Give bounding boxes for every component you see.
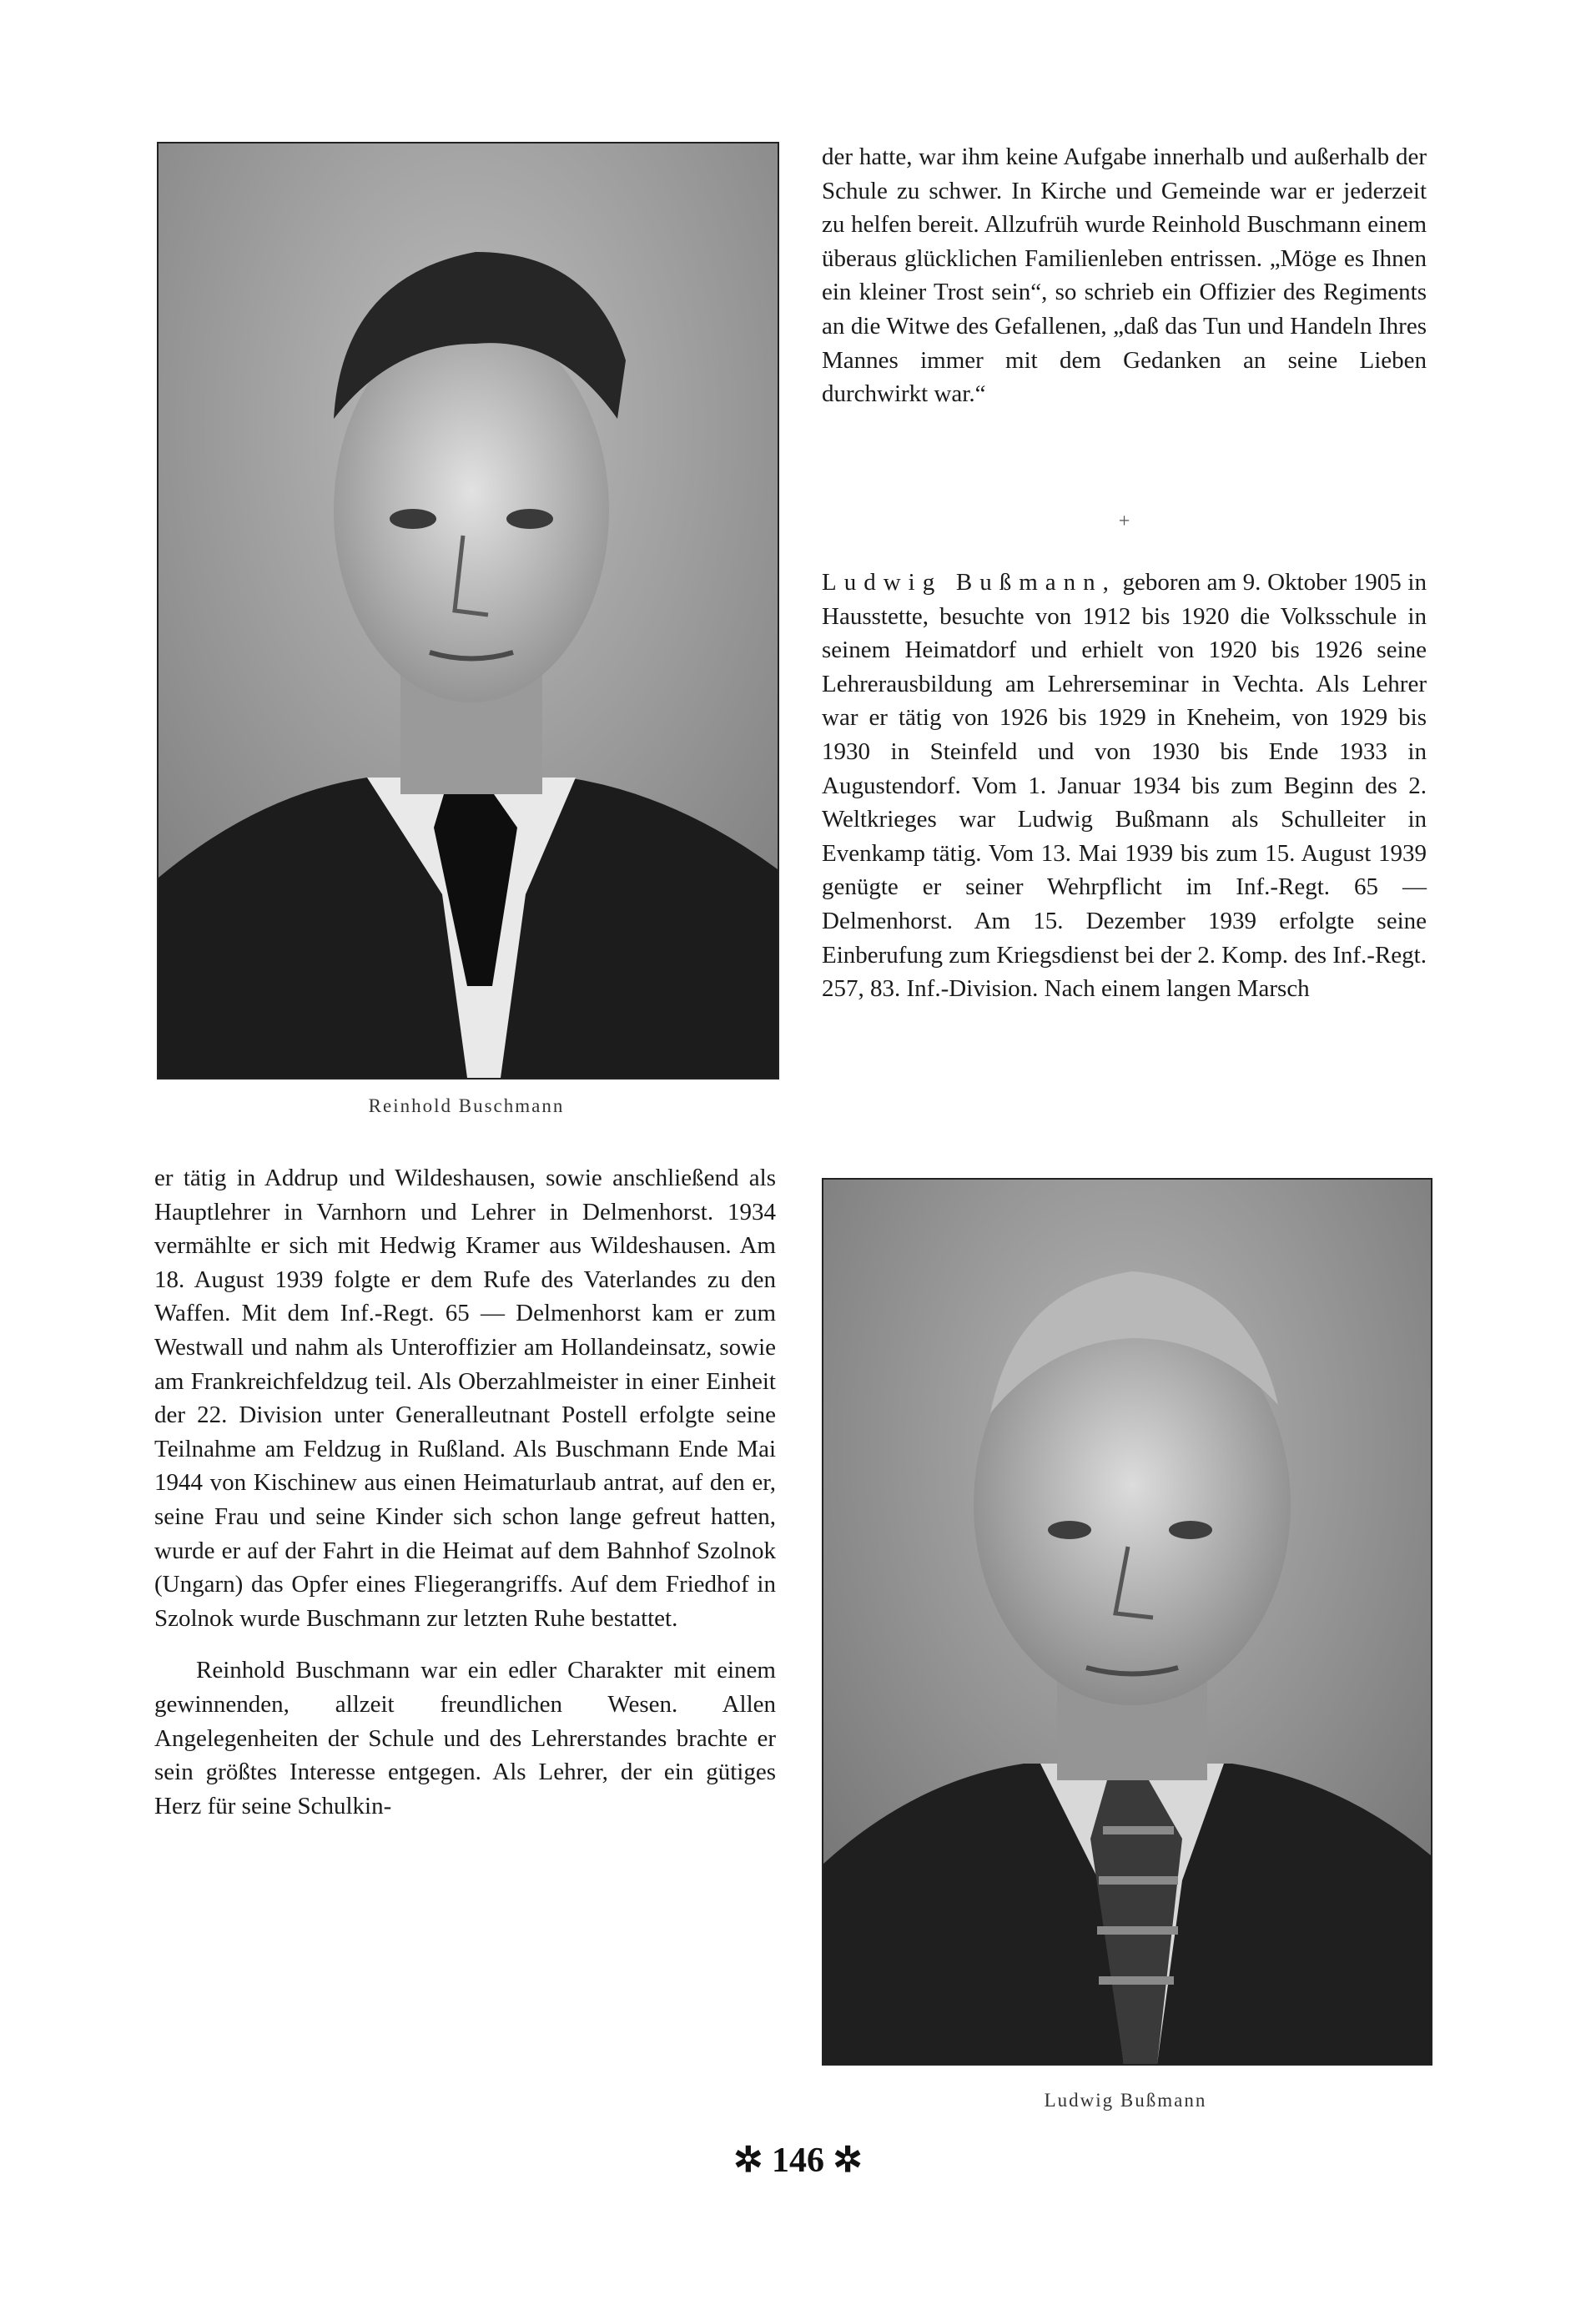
text-column-right-top [822,140,1427,411]
paragraph: der hatte, war ihm keine Aufgabe innerhalb und außerhalb der Schule zu schwer. In Kirche und Gemeinde war er jederzeit zu helfen bereit. Allzufrüh wurde Reinhold Buschmann einem überaus glücklichen Familienleben entrissen. „Möge es Ihnen ein kleiner Trost sein“, so schrieb ein Offizier des Regiments an die Witwe des Gefallenen, „daß das Tun und Handeln Ihres Mannes immer mit dem Gedanken an seine Lieben durchwirkt war.“ [822,143,1427,408]
text-column-right-bio [822,566,1427,1006]
portrait-photo-ludwig-bussmann [822,1178,1432,2066]
text-column-left-bottom [154,1161,776,1823]
paragraph: er tätig in Addrup und Wildeshausen, sowie anschließend als Hauptlehrer in Varnhorn und Lehrer in Delmenhorst. 1934 vermählte er sich mit Hedwig Kramer aus Wildeshausen. Am 18. August 1939 folgte er dem Rufe des Vaterlandes zu den Waffen. Mit dem Inf.-Regt. 65 — Delmenhorst kam er zum Westwall und nahm als Unteroffizier am Hollandeinsatz, sowie am Frankreichfeldzug teil. Als Oberzahlmeister in einer Einheit der 22. Division unter Generalleutnant Postell erfolgte seine Teilnahme am Feldzug in Rußland. Als Buschmann Ende Mai 1944 von Kischinew aus einen Heimaturlaub antrat, auf den er, seine Frau und seine Kinder sich schon lange gefreut hatten, wurde er auf der Fahrt in die Heimat auf dem Bahnhof Szolnok (Ungarn) das Opfer eines Fliegerangriffs. Auf dem Friedhof in Szolnok wurde Buschmann zur letzten Ruhe bestattet. [154,1165,776,1632]
page-number: ✲ 146 ✲ [733,2141,863,2180]
paragraph: Reinhold Buschmann war ein edler Charakter mit einem gewinnenden, allzeit freundlichen Wesen. Allen Angelegenheiten der Schule und des Lehrerstandes brachte er sein größtes Interesse entgegen. Als Lehrer, der ein gütiges Herz für seine Schulkin- [154,1657,776,1819]
person-name: Ludwig Bußmann, [822,569,1116,596]
portrait-image [823,1180,1431,2064]
portrait-image [159,143,778,1078]
paragraph: Ludwig Bußmann, geboren am 9. Oktober 1905 in Hausstette, besuchte von 1912 bis 1920 die Volksschule in seinem Heimatdorf und erhielt von 1920 bis 1926 seine Lehrerausbildung am Lehrerseminar in Vechta. Als Lehrer war er tätig von 1926 bis 1929 in Kneheim, von 1929 bis 1930 in Steinfeld und von 1930 bis Ende 1933 in Augustendorf. Vom 1. Januar 1934 bis zum Beginn des 2. Weltkrieges war Ludwig Bußmann als Schulleiter in Evenkamp tätig. Vom 13. Mai 1939 bis zum 15. August 1939 genügte er seiner Wehrpflicht im Inf.-Regt. 65 — Delmenhorst. Am 15. Dezember 1939 erfolgte seine Einberufung zum Kriegsdienst bei der 2. Komp. des Inf.-Regt. 257, 83. Inf.-Division. Nach einem langen Marsch [822,569,1427,1003]
photo-caption-ludwig-bussmann: Ludwig Bußmann [1044,2090,1207,2111]
section-separator: + [1118,511,1130,532]
photo-caption-reinhold-buschmann: Reinhold Buschmann [368,1095,565,1116]
portrait-photo-reinhold-buschmann [157,142,779,1080]
